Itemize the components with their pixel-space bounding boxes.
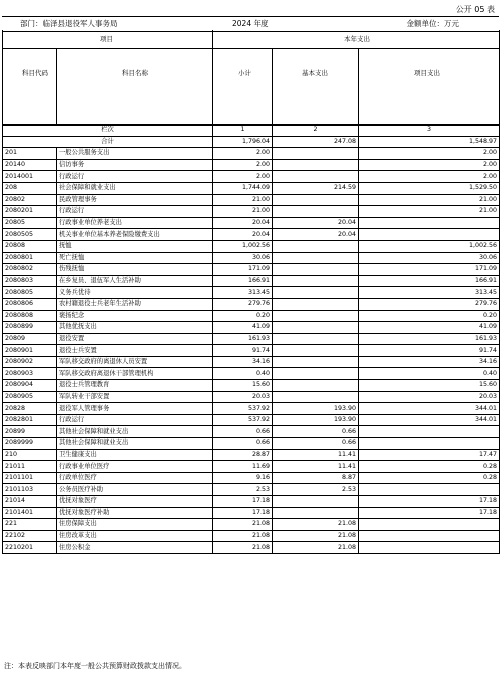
row-code: 2080201 — [3, 206, 57, 218]
expense-table — [2, 124, 500, 554]
row-name: 义务兵优待 — [57, 287, 213, 299]
table-row — [3, 414, 500, 426]
row-basic: 20.04 — [273, 217, 359, 229]
row-name: 军队转业干部安置 — [57, 391, 213, 403]
row-project: 1,002.56 — [359, 240, 500, 252]
table-row — [3, 310, 500, 322]
row-basic: 8.87 — [273, 472, 359, 484]
row-project: 279.76 — [359, 298, 500, 310]
table-row — [3, 252, 500, 264]
row-basic — [273, 252, 359, 264]
row-basic — [273, 171, 359, 183]
row-basic: 193.90 — [273, 403, 359, 415]
table-row — [3, 380, 500, 392]
index-col-3: 3 — [359, 125, 500, 137]
row-name: 其他优抚支出 — [57, 322, 213, 334]
row-basic: 20.04 — [273, 229, 359, 241]
row-total: 313.45 — [213, 287, 273, 299]
row-project: 0.40 — [359, 368, 500, 380]
row-project — [359, 519, 500, 531]
row-basic: 0.66 — [273, 438, 359, 450]
row-name: 行政运行 — [57, 171, 213, 183]
header-project: 项目 — [100, 35, 113, 43]
row-name: 在乡复员、退伍军人生活补助 — [57, 275, 213, 287]
row-code: 2080902 — [3, 356, 57, 368]
row-name: 住房公积金 — [57, 542, 213, 554]
row-project — [359, 438, 500, 450]
table-row — [3, 217, 500, 229]
row-project: 166.91 — [359, 275, 500, 287]
row-basic — [273, 322, 359, 334]
table-row — [3, 403, 500, 415]
table-row — [3, 206, 500, 218]
row-code: 2080806 — [3, 298, 57, 310]
row-code: 2101401 — [3, 507, 57, 519]
row-total: 537.92 — [213, 403, 273, 415]
table-row — [3, 530, 500, 542]
row-project — [359, 530, 500, 542]
table-row — [3, 333, 500, 345]
row-basic — [273, 240, 359, 252]
footnote: 注：本表反映部门本年度一般公共预算财政拨款支出情况。 — [4, 662, 186, 670]
row-name: 住房保障支出 — [57, 519, 213, 531]
row-total: 9.16 — [213, 472, 273, 484]
row-name: 优抚对象医疗 — [57, 496, 213, 508]
row-project: 344.01 — [359, 403, 500, 415]
total-project: 1,548.97 — [359, 136, 500, 148]
row-total: 2.00 — [213, 148, 273, 160]
row-project: 20.03 — [359, 391, 500, 403]
index-row — [3, 125, 500, 137]
table-row — [3, 472, 500, 484]
row-name: 军队移交政府的离退休人员安置 — [57, 356, 213, 368]
header-border-left — [2, 30, 3, 125]
header-total: 小计 — [238, 69, 251, 77]
row-project: 1,529.50 — [359, 182, 500, 194]
row-total: 0.66 — [213, 426, 273, 438]
row-project: 2.00 — [359, 171, 500, 183]
row-code: 2080904 — [3, 380, 57, 392]
header-divider-basic — [358, 48, 359, 125]
row-total: 34.16 — [213, 356, 273, 368]
table-row — [3, 240, 500, 252]
header-project-exp: 项目支出 — [414, 69, 440, 77]
row-name: 住房改革支出 — [57, 530, 213, 542]
row-name: 褒扬纪念 — [57, 310, 213, 322]
row-name: 社会保障和就业支出 — [57, 182, 213, 194]
row-code: 210 — [3, 449, 57, 461]
row-code: 2089999 — [3, 438, 57, 450]
row-total: 21.00 — [213, 206, 273, 218]
row-name: 机关事业单位基本养老保险缴费支出 — [57, 229, 213, 241]
row-name: 死亡抚恤 — [57, 252, 213, 264]
table-row — [3, 496, 500, 508]
header-code: 科目代码 — [22, 69, 48, 77]
row-project: 17.47 — [359, 449, 500, 461]
row-total: 91.74 — [213, 345, 273, 357]
row-project: 313.45 — [359, 287, 500, 299]
row-basic — [273, 368, 359, 380]
row-basic: 193.90 — [273, 414, 359, 426]
table-header — [2, 30, 499, 126]
row-code: 2082801 — [3, 414, 57, 426]
row-total: 28.87 — [213, 449, 273, 461]
header-basic: 基本支出 — [302, 69, 328, 77]
header-border-right — [499, 30, 500, 125]
row-name: 其他社会保障和就业支出 — [57, 426, 213, 438]
row-code: 2210201 — [3, 542, 57, 554]
row-code: 20805 — [3, 217, 57, 229]
total-basic: 247.08 — [273, 136, 359, 148]
table-row — [3, 426, 500, 438]
row-name: 农村籍退役士兵老年生活补助 — [57, 298, 213, 310]
row-total: 1,002.56 — [213, 240, 273, 252]
unit-label: 金额单位：万元 — [406, 19, 459, 28]
row-total: 11.69 — [213, 461, 273, 473]
table-row — [3, 171, 500, 183]
table-row — [3, 345, 500, 357]
row-basic — [273, 507, 359, 519]
row-name: 抚恤 — [57, 240, 213, 252]
total-label: 合计 — [3, 136, 213, 148]
row-name: 卫生健康支出 — [57, 449, 213, 461]
row-name: 退役军人管理事务 — [57, 403, 213, 415]
row-name: 行政运行 — [57, 206, 213, 218]
row-total: 21.08 — [213, 542, 273, 554]
row-name: 退役士兵安置 — [57, 345, 213, 357]
row-basic — [273, 380, 359, 392]
table-row — [3, 159, 500, 171]
table-row — [3, 287, 500, 299]
row-total: 15.60 — [213, 380, 273, 392]
row-name: 行政单位医疗 — [57, 472, 213, 484]
table-row — [3, 182, 500, 194]
row-code: 2080901 — [3, 345, 57, 357]
row-project: 15.60 — [359, 380, 500, 392]
row-basic — [273, 159, 359, 171]
row-total: 21.08 — [213, 530, 273, 542]
row-code: 201 — [3, 148, 57, 160]
row-name: 行政运行 — [57, 414, 213, 426]
row-total: 41.09 — [213, 322, 273, 334]
row-name: 公务员医疗补助 — [57, 484, 213, 496]
row-total: 0.40 — [213, 368, 273, 380]
row-code: 2080899 — [3, 322, 57, 334]
row-project: 344.01 — [359, 414, 500, 426]
row-basic — [273, 206, 359, 218]
row-code: 2080808 — [3, 310, 57, 322]
row-code: 21014 — [3, 496, 57, 508]
index-label: 栏次 — [3, 125, 213, 137]
row-code: 21011 — [3, 461, 57, 473]
index-col-2: 2 — [273, 125, 359, 137]
year-label: 2024 年度 — [232, 19, 269, 28]
total-sum: 1,796.04 — [213, 136, 273, 148]
row-project: 0.28 — [359, 472, 500, 484]
row-basic: 2.53 — [273, 484, 359, 496]
row-total: 1,744.09 — [213, 182, 273, 194]
row-basic: 21.08 — [273, 530, 359, 542]
table-row — [3, 391, 500, 403]
row-basic — [273, 194, 359, 206]
index-col-1: 1 — [213, 125, 273, 137]
table-row — [3, 148, 500, 160]
row-name: 其他社会保障和就业支出 — [57, 438, 213, 450]
table-row — [3, 449, 500, 461]
row-total: 17.18 — [213, 496, 273, 508]
row-project: 0.28 — [359, 461, 500, 473]
row-code: 2080805 — [3, 287, 57, 299]
row-project: 17.18 — [359, 496, 500, 508]
row-total: 171.09 — [213, 264, 273, 276]
row-name: 优抚对象医疗补助 — [57, 507, 213, 519]
row-code: 2014001 — [3, 171, 57, 183]
row-basic — [273, 298, 359, 310]
row-project — [359, 426, 500, 438]
row-basic: 214.59 — [273, 182, 359, 194]
row-basic — [273, 275, 359, 287]
department-label: 部门：临泽县退役军人事务局 — [20, 19, 118, 28]
row-code: 2080802 — [3, 264, 57, 276]
row-project: 21.00 — [359, 194, 500, 206]
row-code: 20899 — [3, 426, 57, 438]
table-code: 公开 05 表 — [455, 5, 495, 14]
table-row — [3, 484, 500, 496]
row-basic: 0.66 — [273, 426, 359, 438]
row-total: 21.00 — [213, 194, 273, 206]
row-project — [359, 484, 500, 496]
row-total: 537.92 — [213, 414, 273, 426]
row-basic: 21.08 — [273, 542, 359, 554]
table-row — [3, 461, 500, 473]
row-code: 2101103 — [3, 484, 57, 496]
row-project: 171.09 — [359, 264, 500, 276]
row-total: 20.04 — [213, 217, 273, 229]
row-code: 20140 — [3, 159, 57, 171]
row-code: 2080505 — [3, 229, 57, 241]
row-code: 2080903 — [3, 368, 57, 380]
row-project: 91.74 — [359, 345, 500, 357]
row-basic — [273, 496, 359, 508]
row-project: 21.00 — [359, 206, 500, 218]
row-project — [359, 229, 500, 241]
table-row — [3, 298, 500, 310]
row-code: 20828 — [3, 403, 57, 415]
row-code: 2101101 — [3, 472, 57, 484]
row-project: 34.16 — [359, 356, 500, 368]
row-name: 信访事务 — [57, 159, 213, 171]
row-name: 民政管理事务 — [57, 194, 213, 206]
row-code: 22102 — [3, 530, 57, 542]
row-code: 2080801 — [3, 252, 57, 264]
row-project — [359, 542, 500, 554]
row-basic — [273, 333, 359, 345]
row-total: 20.04 — [213, 229, 273, 241]
table-row — [3, 275, 500, 287]
table-row — [3, 507, 500, 519]
row-basic: 21.08 — [273, 519, 359, 531]
row-code: 20809 — [3, 333, 57, 345]
header-line — [2, 48, 499, 49]
row-total: 279.76 — [213, 298, 273, 310]
row-code: 20808 — [3, 240, 57, 252]
header-divider-total — [272, 48, 273, 125]
row-total: 0.66 — [213, 438, 273, 450]
row-code: 2080803 — [3, 275, 57, 287]
row-basic — [273, 356, 359, 368]
table-row — [3, 229, 500, 241]
table-row — [3, 368, 500, 380]
row-project: 41.09 — [359, 322, 500, 334]
row-name: 退役安置 — [57, 333, 213, 345]
row-code: 208 — [3, 182, 57, 194]
row-project: 30.06 — [359, 252, 500, 264]
header-divider-main — [212, 30, 213, 125]
row-project: 161.93 — [359, 333, 500, 345]
row-basic: 11.41 — [273, 461, 359, 473]
table-row — [3, 194, 500, 206]
row-basic — [273, 345, 359, 357]
row-total: 17.18 — [213, 507, 273, 519]
row-project: 2.00 — [359, 159, 500, 171]
row-total: 20.03 — [213, 391, 273, 403]
row-name: 行政事业单位养老支出 — [57, 217, 213, 229]
row-total: 0.20 — [213, 310, 273, 322]
row-basic — [273, 287, 359, 299]
row-total: 2.00 — [213, 159, 273, 171]
row-project: 2.00 — [359, 148, 500, 160]
table-row — [3, 519, 500, 531]
row-total: 2.53 — [213, 484, 273, 496]
row-total: 21.08 — [213, 519, 273, 531]
row-code: 221 — [3, 519, 57, 531]
row-code: 20802 — [3, 194, 57, 206]
row-code: 2080905 — [3, 391, 57, 403]
total-row — [3, 136, 500, 148]
row-basic — [273, 264, 359, 276]
table-row — [3, 356, 500, 368]
row-project: 17.18 — [359, 507, 500, 519]
header-divider-code — [56, 48, 57, 125]
table-row — [3, 322, 500, 334]
row-name: 伤残抚恤 — [57, 264, 213, 276]
row-name: 一般公共服务支出 — [57, 148, 213, 160]
row-name: 行政事业单位医疗 — [57, 461, 213, 473]
row-project — [359, 217, 500, 229]
row-project: 0.20 — [359, 310, 500, 322]
table-row — [3, 264, 500, 276]
header-name: 科目名称 — [122, 69, 148, 77]
row-basic: 11.41 — [273, 449, 359, 461]
row-name: 退役士兵管理教育 — [57, 380, 213, 392]
row-basic — [273, 391, 359, 403]
row-total: 166.91 — [213, 275, 273, 287]
row-name: 军队移交政府离退休干部管理机构 — [57, 368, 213, 380]
table-row — [3, 438, 500, 450]
header-current-expense: 本年支出 — [344, 35, 370, 43]
row-basic — [273, 148, 359, 160]
row-total: 2.00 — [213, 171, 273, 183]
row-total: 161.93 — [213, 333, 273, 345]
row-total: 30.06 — [213, 252, 273, 264]
table-row — [3, 542, 500, 554]
row-basic — [273, 310, 359, 322]
